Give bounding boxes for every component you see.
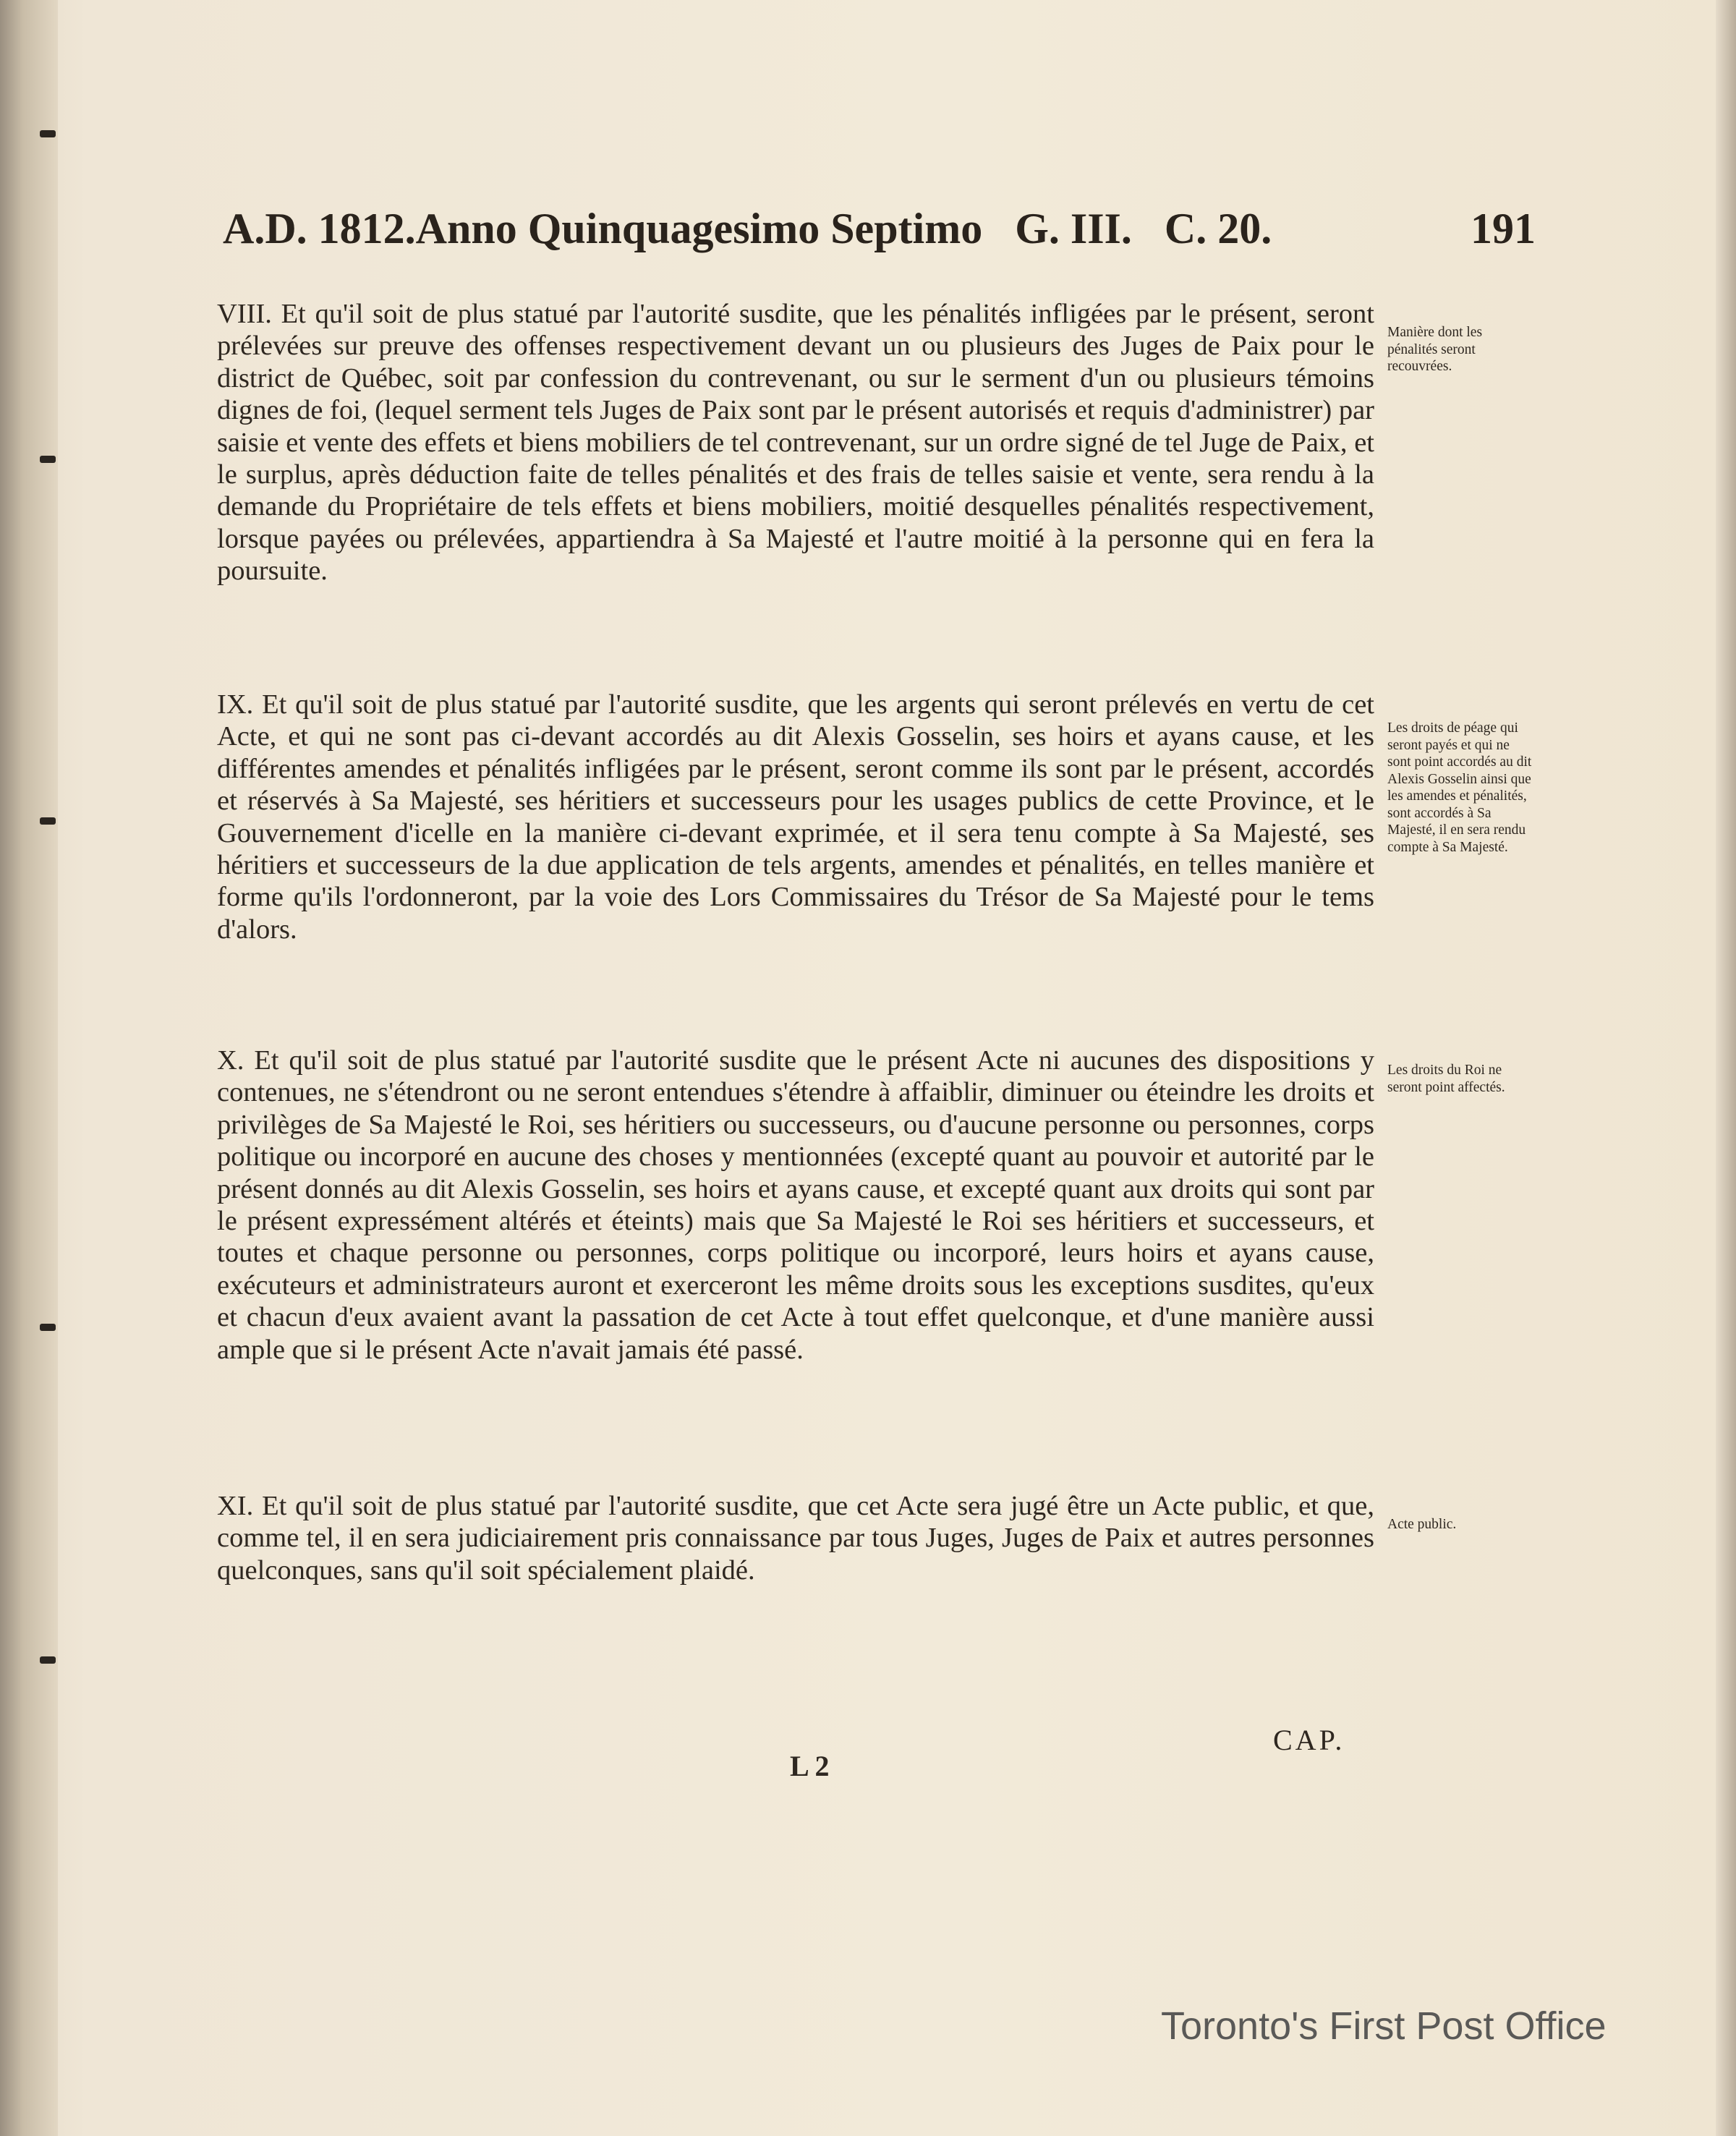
section-x-text: X. Et qu'il soit de plus statué par l'autorité susdite que le présent Acte ni aucunes des dispositions y contenues, ne s'étendront ou ne seront entendues s'étendre à affaiblir, diminuer ou éteindre les droits et privilèges de Sa Majesté le Roi, ses héritiers ou successeurs, ou d'aucune personne ou personnes, corps politique ou incorporé en aucune des choses y mentionnées (excepté quant au pouvoir et autorité par le présent donnés au dit Alexis Gosselin, ses hoirs et ayans cause, et excepté quant aux droits qui sont par le présent expressément altérés et éteints) mais que Sa Majesté le Roi ses héritiers et successeurs, et toutes et chaque personne ou personnes, corps politique ou incorporé, leurs hoirs et ayans cause, exécuteurs et administrateurs auront et exerceront les même droits sous les exceptions susdites, qu'eux et chacun d'eux avaient avant la passation de cet Acte à tout effet quelconque, et d'une manière aussi ample que si le présent Acte n'avait jamais été passé.	[217, 1045, 1374, 1365]
binding-stitch	[40, 817, 56, 825]
page-number: 191	[1471, 205, 1536, 252]
margin-note-ix: Les droits de péage qui seront payés et qui ne sont point accordés au dit Alexis Gosselin ainsi que les amendes et pénalités, sont accordés à Sa Majesté, il en sera rendu compte à Sa Majesté.	[1387, 720, 1532, 855]
binding-stitch	[40, 1324, 56, 1331]
section-ix-text: IX. Et qu'il soit de plus statué par l'autorité susdite, que les argents qui seront prélevés en vertu de cet Acte, et qui ne sont pas ci-devant accordés au dit Alexis Gosselin, ses hoirs et ayans cause, et les différentes amendes et pénalités infligées par le présent, seront comme ils sont par le présent, accordés et réservés à Sa Majesté, ses héritiers et successeurs pour les usages publics de cette Province, et le Gouvernement d'icelle en la manière ci-devant exprimée, et il sera tenu compte à Sa Majesté, ses héritiers et successeurs de la due application de tels argents, amendes et pénalités, en telles manière et forme qu'ils l'ordonneront, par la voie des Lors Commissaires du Trésor de Sa Majesté pour le tems d'alors.	[217, 689, 1374, 945]
page-edge	[1716, 0, 1736, 2136]
section-xi	[217, 1490, 1374, 1586]
margin-note-x: Les droits du Roi ne seront point affectés.	[1387, 1063, 1505, 1095]
binding-stitch	[40, 130, 56, 137]
binding-stitch	[40, 1656, 56, 1664]
margin-note-viii: Manière dont les pénalités seront recouvrées.	[1387, 325, 1483, 374]
margin-note-xi: Acte public.	[1387, 1517, 1457, 1532]
binding-stitch	[40, 456, 56, 463]
section-ix	[217, 689, 1374, 945]
header-reign: G. III.	[1015, 205, 1132, 252]
section-viii-text: VIII. Et qu'il soit de plus statué par l'autorité susdite, que les pénalités infligées par le présent, seront prélevées sur preuve des offenses respectivement devant un ou plusieurs des Juges de Paix pour le district de Québec, soit par confession du contrevenant, ou sur le serment d'un ou plusieurs témoins dignes de foi, (lequel serment tels Juges de Paix sont par le présent autorisés et requis d'administrer) par saisie et vente des effets et biens mobiliers de tel contrevenant, sur un ordre signé de tel Juge de Paix, et le surplus, après déduction faite de telles pénalités et des frais de telles saisie et vente, sera rendu à la demande du Propriétaire de tels effets et biens mobiliers, moitié desquelles pénalités respectivement, lorsque payées ou prélevées, appartiendra à Sa Majesté et l'autre moitié à la personne qui en fera la poursuite.	[217, 299, 1374, 587]
watermark: Toronto's First Post Office	[1161, 2004, 1607, 2048]
section-xi-text: XI. Et qu'il soit de plus statué par l'autorité susdite, que cet Acte sera jugé être un Acte public, et que, comme tel, il en sera judiciairement pris connaissance par tous Juges, Juges de Paix et autres personnes quelconques, sans qu'il soit spécialement plaidé.	[217, 1491, 1374, 1586]
catchword: CAP.	[1273, 1724, 1345, 1756]
header-year: A.D. 1812.	[223, 205, 416, 252]
section-x	[217, 1044, 1374, 1366]
signature-mark: L 2	[790, 1750, 830, 1782]
book-spine	[0, 0, 58, 2136]
running-header	[223, 204, 1536, 262]
section-viii	[217, 298, 1374, 587]
header-chapter: C. 20.	[1164, 205, 1272, 252]
header-title: Anno Quinquagesimo Septimo	[415, 205, 983, 252]
